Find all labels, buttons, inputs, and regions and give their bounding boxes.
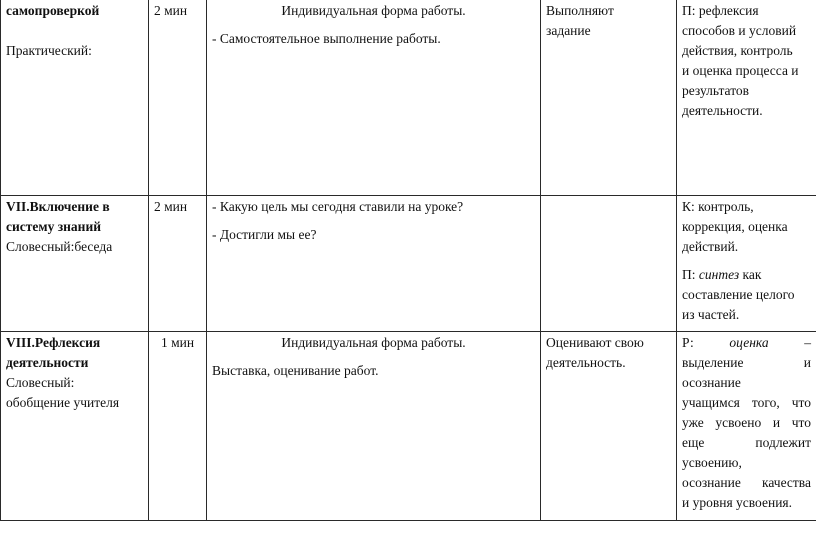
stage-cell bbox=[0, 196, 149, 332]
form-heading: Индивидуальная форма работы. bbox=[281, 3, 466, 18]
uud-line: составление целого bbox=[682, 287, 795, 302]
uud-line: действия, контроль bbox=[682, 43, 793, 58]
uud-line bbox=[682, 333, 811, 353]
teacher-activity-cell bbox=[207, 196, 541, 332]
uud-line: уже усвоено и что bbox=[682, 415, 811, 430]
uud-term: синтез bbox=[698, 267, 740, 282]
student-activity-cell bbox=[541, 0, 677, 196]
student-activity-cell bbox=[541, 196, 677, 332]
activity-line: - Достигли мы ее? bbox=[212, 227, 317, 242]
uud-line: коррекция, оценка bbox=[682, 219, 788, 234]
uud-line: результатов bbox=[682, 83, 750, 98]
time-cell bbox=[149, 332, 207, 521]
stage-method: Словесный: bbox=[6, 375, 75, 390]
uud-prefix: Р: bbox=[682, 335, 694, 350]
uud-line bbox=[682, 265, 811, 285]
form-heading: Индивидуальная форма работы. bbox=[281, 335, 466, 350]
uud-line: К: контроль, bbox=[682, 199, 754, 214]
uud-line: из частей. bbox=[682, 307, 740, 322]
stage-cell bbox=[0, 332, 149, 521]
activity-line: - Самостоятельное выполнение работы. bbox=[212, 31, 441, 46]
uud-line: действий. bbox=[682, 239, 739, 254]
stage-cell bbox=[0, 0, 149, 196]
stage-method: обобщение учителя bbox=[6, 395, 120, 410]
student-line: Выполняют bbox=[546, 3, 614, 18]
activity-line: - Какую цель мы сегодня ставили на уроке? bbox=[212, 199, 464, 214]
uud-suffix: как bbox=[739, 267, 762, 282]
table-row bbox=[0, 0, 816, 196]
uud-cell bbox=[677, 196, 816, 332]
stage-title: самопроверкой bbox=[6, 3, 100, 18]
uud-line: осознание качества bbox=[682, 475, 811, 490]
student-activity-cell bbox=[541, 332, 677, 521]
uud-line: и уровня усвоения. bbox=[682, 495, 792, 510]
uud-line: и оценка процесса и bbox=[682, 63, 799, 78]
teacher-activity-cell bbox=[207, 0, 541, 196]
uud-line: учащимся того, что bbox=[682, 395, 811, 410]
time-cell bbox=[149, 0, 207, 196]
uud-line: выделение и bbox=[682, 355, 811, 370]
stage-method: Словесный:беседа bbox=[6, 239, 113, 254]
uud-line: деятельности. bbox=[682, 103, 763, 118]
student-line: Оценивают свою bbox=[546, 335, 644, 350]
stage-title: VIII.Рефлексия bbox=[6, 335, 101, 350]
time-value: 2 мин bbox=[154, 199, 188, 214]
student-line: деятельность. bbox=[546, 355, 626, 370]
stage-method: Практический: bbox=[6, 43, 92, 58]
table-row bbox=[0, 196, 816, 332]
uud-term: оценка bbox=[729, 335, 769, 350]
uud-cell bbox=[677, 332, 816, 521]
table-row bbox=[0, 332, 816, 521]
teacher-activity-cell bbox=[207, 332, 541, 521]
uud-prefix: П: bbox=[682, 267, 699, 282]
time-value: 1 мин bbox=[160, 335, 195, 350]
student-line: задание bbox=[546, 23, 591, 38]
uud-dash: – bbox=[804, 335, 811, 350]
uud-line: осознание bbox=[682, 375, 741, 390]
time-value: 2 мин bbox=[154, 3, 188, 18]
stage-title: систему знаний bbox=[6, 219, 101, 234]
stage-title: VII.Включение в bbox=[6, 199, 110, 214]
time-cell bbox=[149, 196, 207, 332]
uud-line: П: рефлексия bbox=[682, 3, 759, 18]
uud-line: усвоению, bbox=[682, 455, 742, 470]
uud-line: еще подлежит bbox=[682, 435, 811, 450]
stage-title: деятельности bbox=[6, 355, 89, 370]
uud-line: способов и условий bbox=[682, 23, 797, 38]
activity-line: Выставка, оценивание работ. bbox=[212, 363, 379, 378]
uud-cell bbox=[677, 0, 816, 196]
